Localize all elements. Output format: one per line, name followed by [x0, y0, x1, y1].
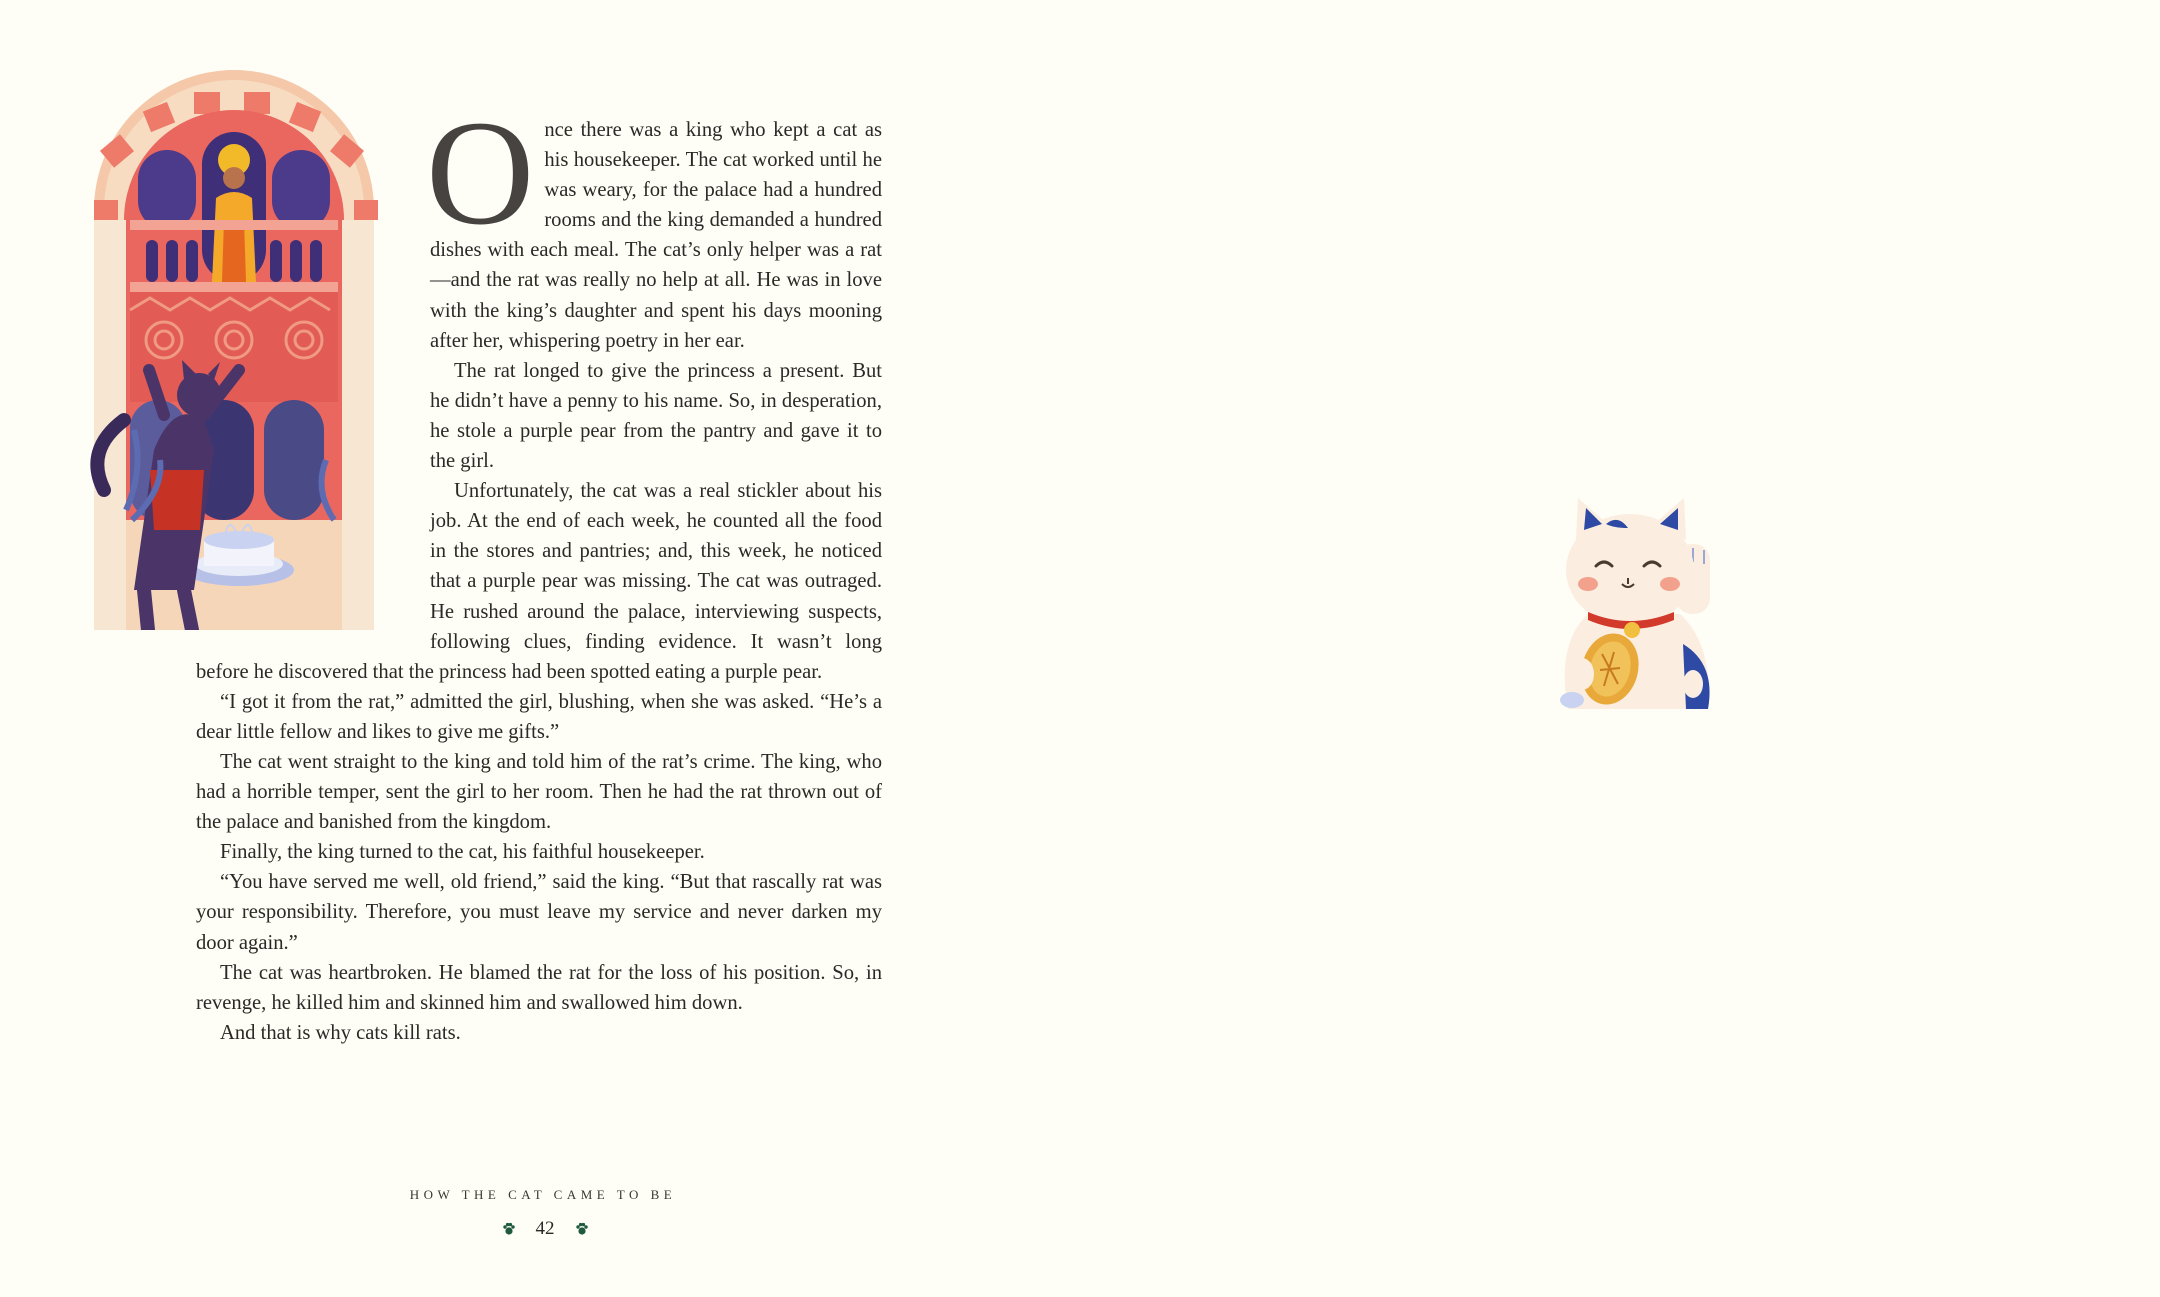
story-paragraph-2: The rat longed to give the princess a present. But he didn’t have a penny to his name. So, in desperation, he stole a purple pear from the pantry and gave it to the girl. [430, 359, 882, 473]
page-number: 42 [535, 1218, 555, 1239]
paw-icon [575, 1222, 589, 1236]
story-paragraph-4: “I got it from the rat,” admitted the girl, blushing, when she was asked. “He’s a dear little fellow and likes to give me gifts.” [196, 690, 882, 743]
story-paragraph-8: The cat was heartbroken. He blamed the rat for the loss of his position. So, in revenge, he killed him and skinned him and swallowed him down. [196, 961, 882, 1014]
story-paragraph-3: Unfortunately, the cat was a real stickler about his job. At the end of each week, he counted all the food in the stores and pantries; and, this week, he noticed that a purple pear was missing. The cat was outraged. He rushed around the palace, interviewing suspects, following clues, finding evidence. It wasn’t long before he discovered that the princess had been spotted eating a purple pear. [196, 480, 882, 683]
story-text [196, 90, 882, 1048]
illustration-space [196, 115, 430, 627]
story-paragraph-5: The cat went straight to the king and told him of the rat’s crime. The king, who had a horrible temper, sent the girl to her room. Then he had the rat thrown out of the palace and banished from the kingdom. [196, 750, 882, 834]
story-paragraph-1-text: nce there was a king who kept a cat as his housekeeper. The cat worked until he was weary, for the palace had a hundred rooms and the king demanded a hundred dishes with each meal. The cat’s only helper was a rat—and the rat was really no help at all. He was in love with the king’s daughter and spent his days mooning after her, whispering poetry in her ear. [430, 119, 882, 352]
page-number-row [470, 1218, 620, 1240]
story-paragraph-7: “You have served me well, old friend,” said the king. “But that rascally rat was your responsibility. Therefore, you must leave my service and never darken my door again.” [196, 871, 882, 954]
story-paragraph-6: Finally, the king turned to the cat, his faithful housekeeper. [220, 841, 705, 864]
story-paragraph-9: And that is why cats kill rats. [220, 1021, 461, 1044]
running-title: HOW THE CAT CAME TO BE [409, 1187, 677, 1202]
drop-cap: O [426, 90, 535, 256]
lucky-cat-illustration [1548, 494, 1720, 724]
paw-icon [502, 1222, 516, 1236]
